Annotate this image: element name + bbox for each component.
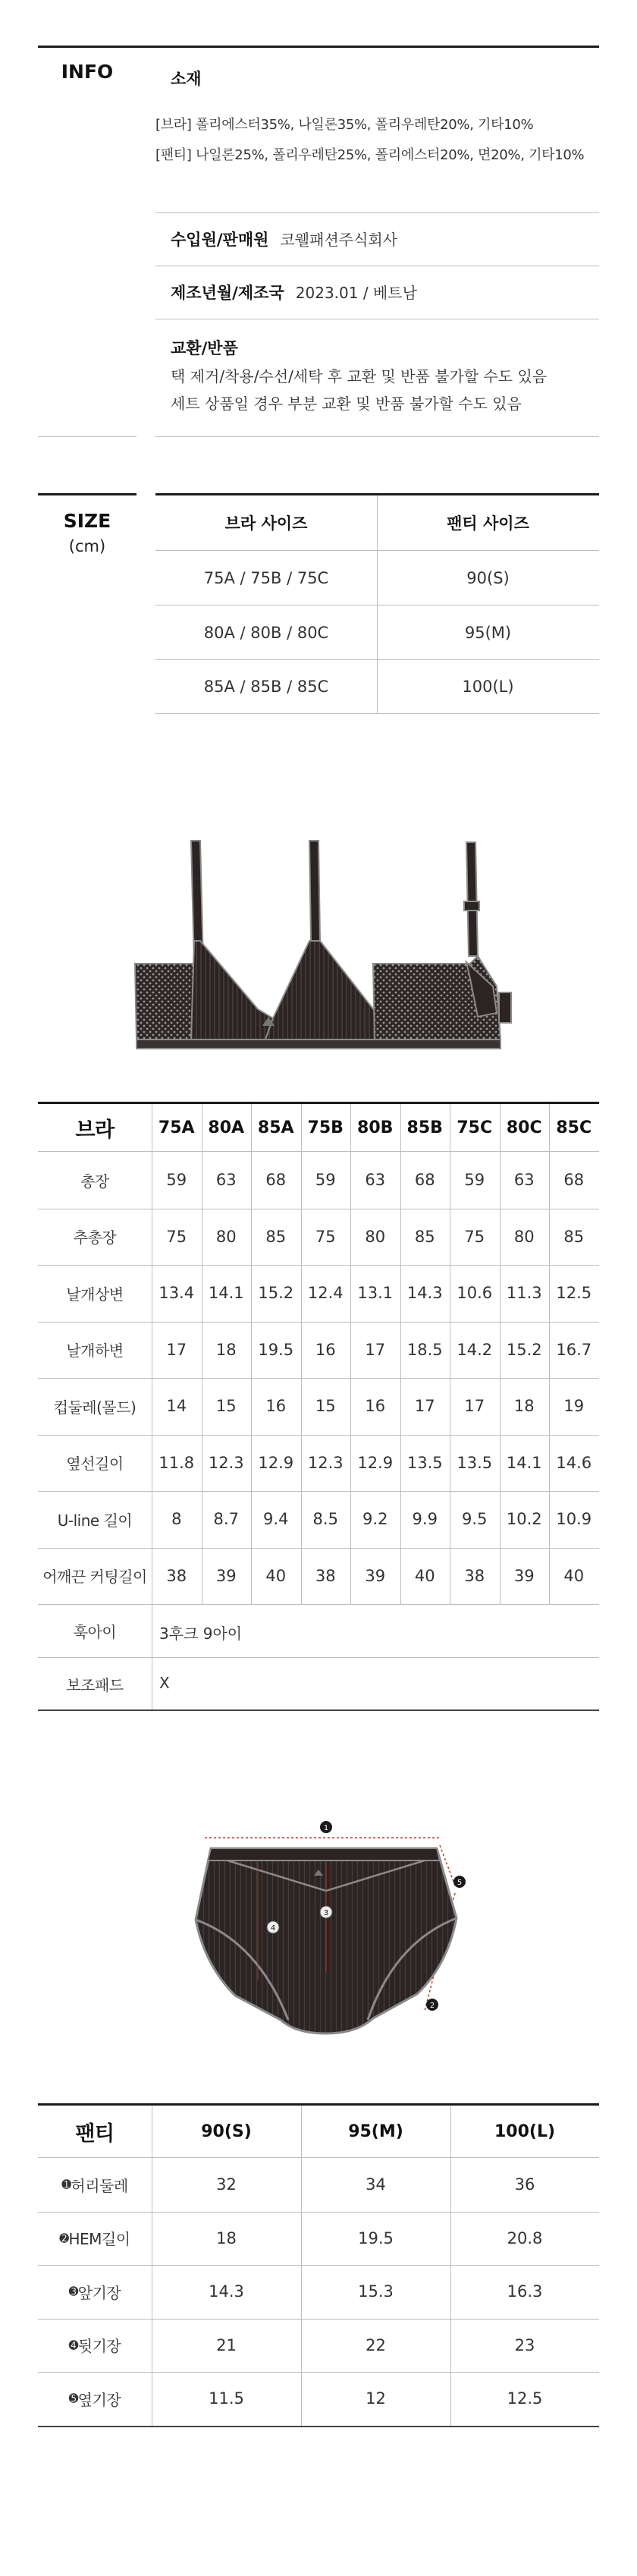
bra-cell: 80 [215,1227,237,1246]
panty-cell: 12.5 [507,2389,543,2408]
bra-cell: 12.3 [208,1453,244,1472]
made-label: 제조년월/제조국 [171,284,284,302]
bra-cell: 9.2 [362,1510,388,1529]
panty-cell: 21 [216,2335,237,2354]
bra-cell: 75 [464,1227,485,1246]
right-cup [265,941,379,1040]
bra-cell: 13.5 [457,1453,493,1472]
size-title: SIZE [63,510,111,532]
bra-cell: 12.9 [357,1453,394,1472]
hook-value: 3후크 9아이 [159,1625,243,1643]
panty-cell: 32 [216,2175,237,2194]
marker-4 [267,1921,279,1933]
bra-table-title: 브라 [75,1118,115,1142]
panty-col-header: 95(M) [348,2122,403,2141]
size-top-rule-left [38,493,136,495]
size-cell: 90(S) [466,568,510,587]
bra-cell: 12.9 [258,1453,294,1472]
bra-col-header: 75B [307,1118,344,1137]
bra-cell: 12.4 [307,1284,344,1303]
size-cell: 85A / 85B / 85C [203,678,329,696]
bra-cell: 15.2 [258,1284,294,1303]
bra-cell: 16 [365,1397,386,1416]
bra-cell: 16 [265,1397,287,1416]
right-strap [309,841,479,956]
panty-col-header: 90(S) [201,2122,252,2141]
material-bra: [브라] 폴리에스터35%, 나일론35%, 폴리우레탄20%, 기타10% [155,117,534,133]
row-marker-icon: ➌ [68,2285,78,2299]
bra-cell: 75 [166,1227,187,1246]
bra-cell: 85 [414,1227,435,1246]
size-cell: 100(L) [462,678,514,696]
panty-cell: 16.3 [507,2282,543,2301]
bra-cell: 13.5 [406,1453,443,1472]
bra-cell: 85 [563,1227,585,1246]
marker-2 [426,1999,438,2011]
bra-cell: 39 [215,1566,237,1585]
bra-row-label: 어깨끈 커팅길이 [42,1568,147,1587]
bra-cell: 10.6 [457,1284,493,1303]
bra-cell: 18 [513,1397,535,1416]
info-divider [155,212,599,213]
bra-cell: 17 [365,1340,386,1359]
bra-row-label: 옆선길이 [66,1455,124,1474]
material-label: 소재 [171,70,202,88]
bra-cell: 11.3 [506,1284,542,1303]
bra-col-divider [549,1104,550,1604]
importer-row [171,228,397,250]
panty-illustration [174,1806,478,2049]
panty-cell: 18 [216,2228,237,2247]
bra-cell: 12.5 [556,1284,592,1303]
bra-cell: 9.9 [412,1510,438,1529]
bra-cell: 59 [315,1171,336,1190]
panty-cell: 14.3 [209,2282,244,2301]
panty-row-label [38,2319,152,2373]
hook-closure-icon [499,992,511,1023]
panty-row-label-text: 뒷기장 [77,2337,121,2356]
bra-col-divider [301,1104,302,1604]
bra-cell: 59 [464,1171,485,1190]
hook-label: 훅아이 [73,1622,117,1641]
importer-label: 수입원/판매원 [171,231,269,249]
pad-label: 보조패드 [66,1675,124,1694]
bra-cell: 14.2 [457,1340,493,1359]
bra-col-divider [350,1104,351,1604]
info-top-rule [38,46,599,48]
material-panty: [팬티] 나일론25%, 폴리우레탄25%, 폴리에스터20%, 면20%, 기타10% [155,147,585,163]
size-row-rule [155,713,599,714]
panty-row-label [38,2372,152,2426]
size-cell: 75A / 75B / 75C [203,568,329,587]
bra-col-header: 80C [506,1118,542,1137]
bra-cell: 8.7 [213,1510,239,1529]
bra-table-bottom-rule [38,1709,599,1711]
panty-row-label [38,2158,152,2212]
exchange-label: 교환/반품 [171,339,238,357]
bra-col-header: 80A [208,1118,245,1137]
panty-row-label-text: 옆기장 [77,2390,121,2409]
bra-col-header: 80B [357,1118,394,1137]
bra-row-label: 컵둘레(몰드) [53,1398,136,1417]
panty-col-divider [301,2106,302,2426]
bra-cell: 8 [171,1510,182,1529]
bra-cell: 14.6 [556,1453,592,1472]
svg-text:2: 2 [429,2002,435,2010]
marker-1 [320,1821,332,1833]
row-marker-icon: ➍ [68,2338,78,2352]
bra-col-divider [400,1104,401,1604]
panty-cell: 12 [366,2389,386,2408]
exchange-line-2: 세트 상품일 경우 부분 교환 및 반품 불가할 수도 있음 [171,395,522,413]
bra-cell: 14 [166,1397,187,1416]
bra-row-label: 날개상변 [66,1285,124,1304]
panty-cell: 34 [366,2175,386,2194]
bra-cell: 19.5 [258,1340,294,1359]
info-bottom-rule [155,436,599,437]
bra-cell: 38 [464,1566,485,1585]
bra-col-header: 85C [556,1118,592,1137]
bra-cell: 9.5 [462,1510,488,1529]
bra-cell: 38 [315,1566,336,1585]
panty-col-header: 100(L) [494,2122,556,2141]
made-row [171,281,417,304]
bra-cell: 80 [513,1227,535,1246]
bra-cell: 18 [215,1340,237,1359]
bra-cell: 19 [563,1397,585,1416]
bra-cell: 10.9 [556,1510,592,1529]
panty-cell: 15.3 [358,2282,394,2301]
bra-col-header: 75A [158,1118,195,1137]
bra-row-label: 총장 [80,1172,109,1190]
bra-cell: 18.5 [406,1340,443,1359]
pad-value: X [159,1674,170,1692]
bra-cell: 14.3 [406,1284,443,1303]
bra-row-label: 날개하변 [66,1341,124,1360]
info-bottom-rule-left [38,436,136,437]
panty-cell: 36 [514,2175,535,2194]
svg-text:1: 1 [323,1824,329,1832]
row-marker-icon: ➊ [61,2178,71,2192]
marker-3 [320,1906,332,1918]
marker-5 [453,1876,466,1888]
made-value: 2023.01 / 베트남 [295,284,417,302]
bra-cell: 17 [414,1397,435,1416]
bra-cell: 17 [464,1397,485,1416]
row-marker-icon: ➎ [68,2392,78,2406]
bra-cell: 40 [414,1566,435,1585]
svg-text:4: 4 [270,1924,276,1933]
panty-table-title: 팬티 [75,2122,115,2146]
svg-text:3: 3 [323,1909,329,1917]
bra-col-header: 75C [457,1118,493,1137]
panty-row-label-text: 허리둘레 [71,2176,128,2195]
panty-cell: 20.8 [507,2228,543,2247]
left-wing [135,964,194,1040]
size-unit: (cm) [68,537,106,555]
bra-cell: 68 [265,1171,287,1190]
bra-col-header: 85B [406,1118,443,1137]
panty-row-label [38,2265,152,2319]
bra-cell: 15 [315,1397,336,1416]
panty-waistband [208,1848,440,1860]
bra-cell: 63 [513,1171,535,1190]
bra-cell: 59 [166,1171,187,1190]
panty-row-label-text: 앞기장 [77,2283,121,2302]
left-cup [191,941,273,1040]
strap-adjuster-icon [464,901,479,911]
exchange-line-1: 택 제거/착용/수선/세탁 후 교환 및 반품 불가할 수도 있음 [171,367,548,385]
panty-cell: 19.5 [358,2228,394,2247]
bra-cell: 40 [265,1566,287,1585]
bra-cell: 14.1 [506,1453,542,1472]
panty-cell: 11.5 [209,2389,244,2408]
panty-row-label [38,2212,152,2266]
bra-cell: 63 [365,1171,386,1190]
bra-cell: 14.1 [208,1284,244,1303]
bra-col-divider [251,1104,252,1604]
bra-row-label: 추총장 [73,1228,117,1247]
bra-cell: 85 [265,1227,287,1246]
bra-cell: 13.4 [158,1284,195,1303]
bra-cell: 15 [215,1397,237,1416]
row-marker-icon: ➋ [59,2231,69,2245]
bra-cell: 11.8 [158,1453,195,1472]
bra-cell: 12.3 [307,1453,344,1472]
bra-cell: 8.5 [312,1510,338,1529]
bottom-band [136,1040,500,1049]
bra-cell: 75 [315,1227,336,1246]
panty-cell: 23 [514,2335,535,2354]
bra-cell: 63 [215,1171,237,1190]
importer-value: 코웰패션주식회사 [280,231,398,249]
bra-cell: 17 [166,1340,187,1359]
panty-cell: 22 [366,2335,386,2354]
size-header-bra: 브라 사이즈 [224,514,308,533]
bra-cell: 16 [315,1340,336,1359]
bra-cell: 39 [513,1566,535,1585]
bra-cell: 80 [365,1227,386,1246]
svg-text:5: 5 [457,1879,463,1887]
bra-col-header: 85A [257,1118,294,1137]
bra-cell: 10.2 [506,1510,542,1529]
bra-cell: 16.7 [556,1340,592,1359]
info-title: INFO [61,61,114,83]
bra-cell: 39 [365,1566,386,1585]
panty-table-rule [38,2426,599,2427]
size-header-panty: 팬티 사이즈 [447,514,529,533]
bra-table-rule [38,1604,599,1605]
bra-cell: 13.1 [357,1284,394,1303]
bra-row-label: U-line 길이 [57,1511,133,1530]
panty-row-label-text: HEM길이 [68,2230,130,2249]
bra-cell: 15.2 [506,1340,542,1359]
size-cell: 80A / 80B / 80C [203,623,329,642]
bra-cell: 38 [166,1566,187,1585]
panty-col-divider [450,2106,451,2426]
bra-illustration [121,827,546,1062]
size-cell: 95(M) [464,623,512,642]
bra-cell: 40 [563,1566,585,1585]
bra-cell: 68 [414,1171,435,1190]
bra-cell: 9.4 [263,1510,289,1529]
bra-cell: 68 [563,1171,585,1190]
